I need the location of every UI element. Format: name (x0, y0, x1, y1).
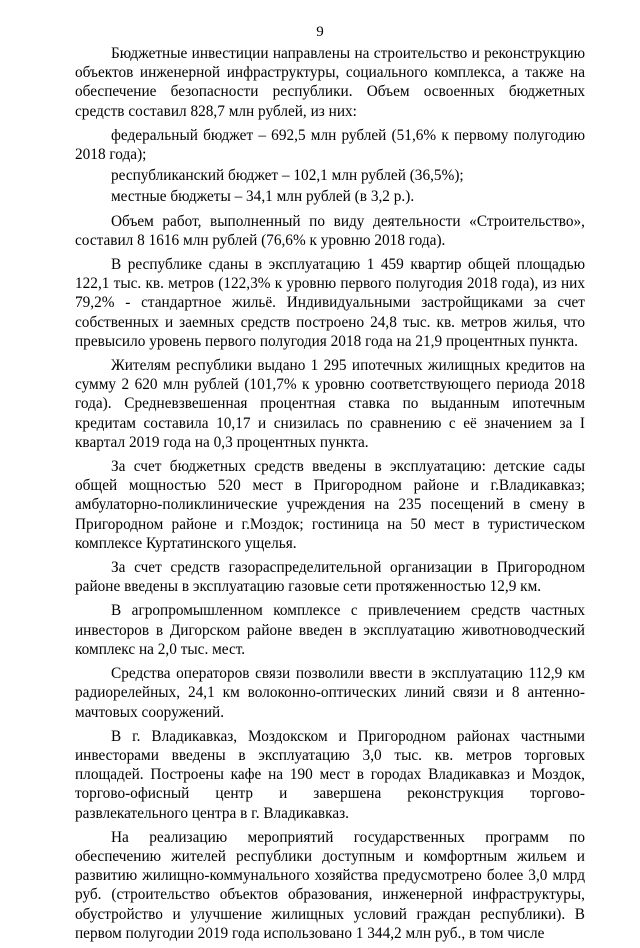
paragraph-trade-areas: В г. Владикавказ, Моздокском и Пригородном районах частными инвесторами введены в эксплуатацию 3,0 тыс. кв. метров торговых площадей. Построены кафе на 190 мест в городах Владикавказ и Моздок, торгово-офисный центр и завершена реконструкция торгово-развлекательного центра в г. Владикавказ. (75, 727, 585, 822)
paragraph-federal-budget: федеральный бюджет – 692,5 млн рублей (51,6% к первому полугодию 2018 года); (75, 126, 585, 164)
paragraph-state-programs: На реализацию мероприятий государственных программ по обеспечению жителей республики доступным и комфортным жильем и развитию жилищно-коммунального хозяйства предусмотрено более 3,0 млрд руб. (строительство объектов образования, инженерной инфраструктуры, обустройство и улучшение жилищных условий граждан республики). В первом полугодии 2019 года использовано 1 344,2 млн руб., в том числе (75, 828, 585, 942)
page-number: 9 (316, 24, 324, 40)
paragraph-budget-investments: Бюджетные инвестиции направлены на строительство и реконструкцию объектов инженерной инфраструктуры, социального комплекса, а также на обеспечение безопасности республики. Объем освоенных бюджетных средств составил 828,7 млн рублей, из них: (75, 45, 585, 120)
paragraph-housing-commissioned: В республике сданы в эксплуатацию 1 459 квартир общей площадью 122,1 тыс. кв. метров (122,3% к уровню первого полугодия 2018 года), из них 79,2% - стандартное жильё. Индивидуальными застройщиками за счет собственных и заемных средств построено 24,8 тыс. кв. метров жилья, что превысило уровень первого полугодия 2018 года на 21,9 процентных пункта. (75, 256, 585, 350)
paragraph-local-budgets: местные бюджеты – 34,1 млн рублей (в 3,2 р.). (111, 188, 415, 206)
paragraph-construction-volume: Объем работ, выполненный по виду деятельности «Строительство», составил 8 1616 млн рублей (76,6% к уровню 2018 года). (75, 212, 585, 249)
paragraph-budget-facilities: За счет бюджетных средств введены в эксплуатацию: детские сады общей мощностью 520 мест в Пригородном районе и г.Владикавказ; амбулаторно-поликлинические учреждения на 235 посещений в смену в Пригородном районе и г.Моздок; гостиница на 50 мест в туристическом комплексе Куртатинского ущелья. (75, 458, 585, 552)
paragraph-republican-budget: республиканский бюджет – 102,1 млн рублей (36,5%); (111, 167, 464, 185)
paragraph-agro-complex: В агропромышленном комплексе с привлечением средств частных инвесторов в Дигорском районе введен в эксплуатацию животноводческий комплекс на 2,0 тыс. мест. (75, 602, 585, 658)
paragraph-communication-lines: Средства операторов связи позволили ввести в эксплуатацию 112,9 км радиорелейных, 24,1 км волоконно-оптических линий связи и 8 антенно-мачтовых сооружений. (75, 665, 585, 721)
paragraph-mortgage-loans: Жителям республики выдано 1 295 ипотечных жилищных кредитов на сумму 2 620 млн рублей (101,7% к уровню соответствующего периода 2018 года). Средневзвешенная процентная ставка по выданным ипотечным кредитам составила 10,17 и снизилась по сравнению с её значением за I квартал 2019 года на 0,3 процентных пункта. (75, 357, 585, 451)
paragraph-gas-networks: За счет средств газораспределительной организации в Пригородном районе введены в эксплуатацию газовые сети протяженностью 12,9 км. (75, 559, 585, 596)
document-body (75, 44, 585, 948)
